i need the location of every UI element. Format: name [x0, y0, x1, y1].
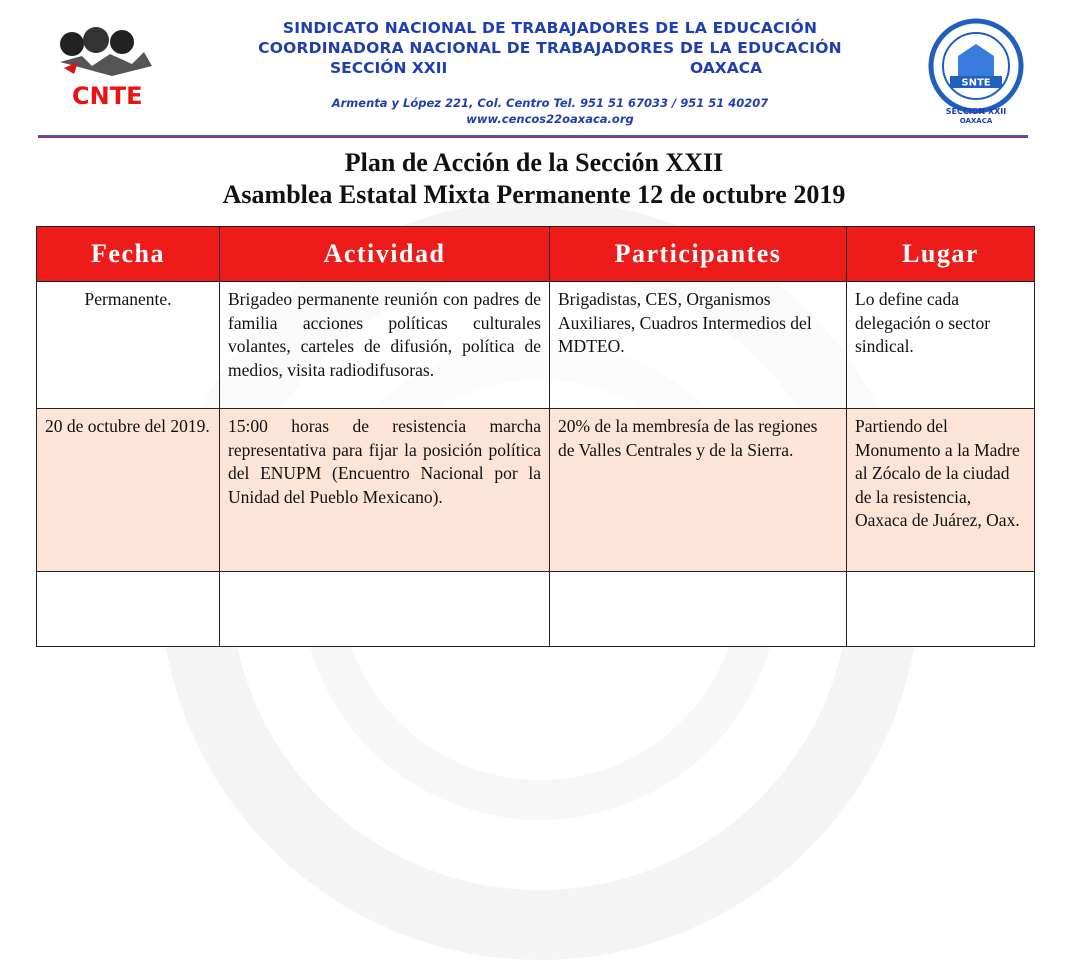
- letterhead: [0, 0, 1068, 135]
- header-actividad: Actividad: [220, 227, 550, 282]
- table-header-row: [37, 227, 1035, 282]
- header-lugar: Lugar: [847, 227, 1035, 282]
- cell-actividad: [220, 572, 550, 647]
- section-label: SECCIÓN XXII: [330, 59, 448, 77]
- cell-participantes: 20% de la membresía de las regiones de Valles Centrales y de la Sierra.: [550, 409, 847, 572]
- header-fecha: Fecha: [37, 227, 220, 282]
- address-line: Armenta y López 221, Col. Centro Tel. 951 51 67033 / 951 51 40207: [331, 96, 769, 110]
- svg-text:CNTE: CNTE: [72, 82, 143, 110]
- coordinator-name: COORDINADORA NACIONAL DE TRABAJADORES DE LA EDUCACIÓN: [258, 39, 842, 57]
- header-participantes: Participantes: [550, 227, 847, 282]
- website-line: www.cencos22oaxaca.org: [466, 112, 634, 126]
- cell-fecha: [37, 572, 220, 647]
- cell-actividad: 15:00 horas de resistencia marcha representativa para fijar la posición política del ENUPM (Encuentro Nacional por la Unidad del Pueblo Mexicano).: [220, 409, 550, 572]
- cell-lugar: Lo define cada delegación o sector sindical.: [847, 282, 1035, 409]
- table-row: [37, 572, 1035, 647]
- cell-fecha: Permanente.: [37, 282, 220, 409]
- action-plan-table: [36, 226, 1035, 647]
- cell-fecha: 20 de octubre del 2019.: [37, 409, 220, 572]
- title-line-1: Plan de Acción de la Sección XXII: [344, 148, 724, 177]
- cell-participantes: Brigadistas, CES, Organismos Auxiliares, Cuadros Intermedios del MDTEO.: [550, 282, 847, 409]
- svg-text:SNTE: SNTE: [961, 77, 991, 89]
- cell-lugar: Partiendo del Monumento a la Madre al Zócalo de la ciudad de la resistencia, Oaxaca de Juárez, Oax.: [847, 409, 1035, 572]
- snte-seal-icon: [928, 18, 1024, 124]
- union-name: SINDICATO NACIONAL DE TRABAJADORES DE LA EDUCACIÓN: [282, 19, 818, 37]
- document-title: [0, 147, 1068, 211]
- city-label: OAXACA: [690, 59, 763, 77]
- svg-text:SECCION XXII: SECCION XXII: [945, 107, 1007, 116]
- cell-participantes: [550, 572, 847, 647]
- cell-actividad: Brigadeo permanente reunión con padres de familia acciones políticas culturales volantes, carteles de difusión, política de medios, visita radiodifusoras.: [220, 282, 550, 409]
- svg-text:OAXACA: OAXACA: [959, 117, 993, 124]
- title-line-2: Asamblea Estatal Mixta Permanente 12 de octubre 2019: [222, 180, 846, 209]
- header-rule-red: [38, 137, 1028, 138]
- cnte-logo-icon: [52, 22, 170, 110]
- table-row: [37, 282, 1035, 409]
- table-row: [37, 409, 1035, 572]
- cell-lugar: [847, 572, 1035, 647]
